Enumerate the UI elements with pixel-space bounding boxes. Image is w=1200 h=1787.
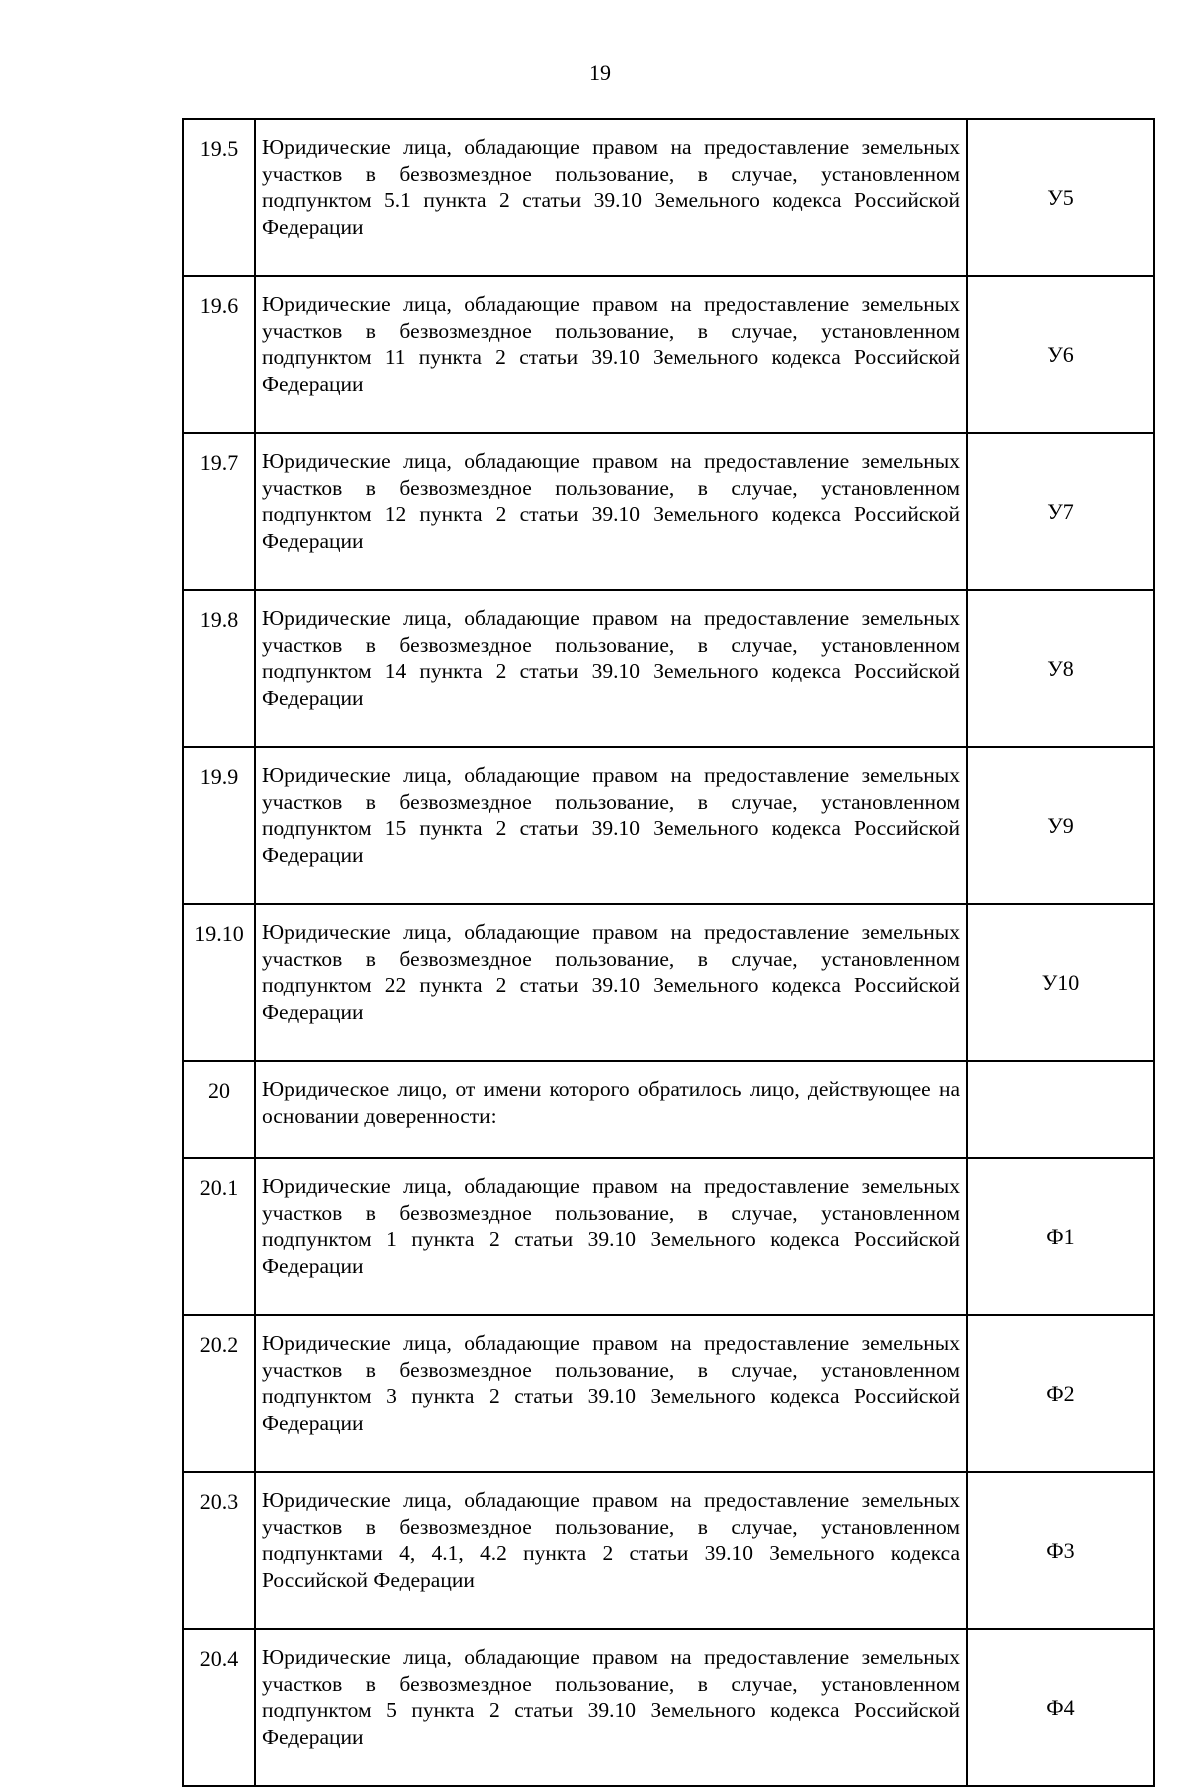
row-description: Юридические лица, обладающие правом на предоставление земельных участков в безвозмездное пользование, в случае, установленном подпунктом 5 пункта 2 статьи 39.10 Земельного кодекса Российской Федерации bbox=[255, 1629, 967, 1786]
table-row bbox=[183, 1061, 1154, 1158]
row-number: 19.7 bbox=[183, 433, 255, 590]
table-row bbox=[183, 1315, 1154, 1472]
row-code: У10 bbox=[967, 904, 1154, 1061]
page-number: 19 bbox=[589, 60, 611, 85]
table-row bbox=[183, 1472, 1154, 1629]
table-row bbox=[183, 119, 1154, 276]
row-number: 19.10 bbox=[183, 904, 255, 1061]
row-code: У5 bbox=[967, 119, 1154, 276]
categories-table bbox=[182, 118, 1155, 1787]
row-code: Ф2 bbox=[967, 1315, 1154, 1472]
row-description: Юридическое лицо, от имени которого обратилось лицо, действующее на основании доверенности: bbox=[255, 1061, 967, 1158]
row-number: 19.8 bbox=[183, 590, 255, 747]
table-row bbox=[183, 276, 1154, 433]
row-number: 19.9 bbox=[183, 747, 255, 904]
row-description: Юридические лица, обладающие правом на предоставление земельных участков в безвозмездное пользование, в случае, установленном подпунктами 4, 4.1, 4.2 пункта 2 статьи 39.10 Земельного кодекса Российской Федерации bbox=[255, 1472, 967, 1629]
row-description: Юридические лица, обладающие правом на предоставление земельных участков в безвозмездное пользование, в случае, установленном подпунктом 22 пункта 2 статьи 39.10 Земельного кодекса Российской Федерации bbox=[255, 904, 967, 1061]
table-row bbox=[183, 904, 1154, 1061]
row-number: 20.2 bbox=[183, 1315, 255, 1472]
row-description: Юридические лица, обладающие правом на предоставление земельных участков в безвозмездное пользование, в случае, установленном подпунктом 1 пункта 2 статьи 39.10 Земельного кодекса Российской Федерации bbox=[255, 1158, 967, 1315]
row-number: 20.4 bbox=[183, 1629, 255, 1786]
row-number: 19.6 bbox=[183, 276, 255, 433]
row-code: У8 bbox=[967, 590, 1154, 747]
row-description: Юридические лица, обладающие правом на предоставление земельных участков в безвозмездное пользование, в случае, установленном подпунктом 11 пункта 2 статьи 39.10 Земельного кодекса Российской Федерации bbox=[255, 276, 967, 433]
row-description: Юридические лица, обладающие правом на предоставление земельных участков в безвозмездное пользование, в случае, установленном подпунктом 3 пункта 2 статьи 39.10 Земельного кодекса Российской Федерации bbox=[255, 1315, 967, 1472]
row-number: 20.3 bbox=[183, 1472, 255, 1629]
table-row bbox=[183, 433, 1154, 590]
table-row bbox=[183, 747, 1154, 904]
row-code: У6 bbox=[967, 276, 1154, 433]
row-code bbox=[967, 1061, 1154, 1158]
row-description: Юридические лица, обладающие правом на предоставление земельных участков в безвозмездное пользование, в случае, установленном подпунктом 15 пункта 2 статьи 39.10 Земельного кодекса Российской Федерации bbox=[255, 747, 967, 904]
row-code: Ф3 bbox=[967, 1472, 1154, 1629]
row-description: Юридические лица, обладающие правом на предоставление земельных участков в безвозмездное пользование, в случае, установленном подпунктом 5.1 пункта 2 статьи 39.10 Земельного кодекса Российской Федерации bbox=[255, 119, 967, 276]
row-code: Ф1 bbox=[967, 1158, 1154, 1315]
row-code: У7 bbox=[967, 433, 1154, 590]
table-row bbox=[183, 1158, 1154, 1315]
row-code: Ф4 bbox=[967, 1629, 1154, 1786]
table-row bbox=[183, 590, 1154, 747]
row-number: 20 bbox=[183, 1061, 255, 1158]
row-number: 20.1 bbox=[183, 1158, 255, 1315]
row-description: Юридические лица, обладающие правом на предоставление земельных участков в безвозмездное пользование, в случае, установленном подпунктом 12 пункта 2 статьи 39.10 Земельного кодекса Российской Федерации bbox=[255, 433, 967, 590]
table-row bbox=[183, 1629, 1154, 1786]
row-code: У9 bbox=[967, 747, 1154, 904]
row-number: 19.5 bbox=[183, 119, 255, 276]
row-description: Юридические лица, обладающие правом на предоставление земельных участков в безвозмездное пользование, в случае, установленном подпунктом 14 пункта 2 статьи 39.10 Земельного кодекса Российской Федерации bbox=[255, 590, 967, 747]
